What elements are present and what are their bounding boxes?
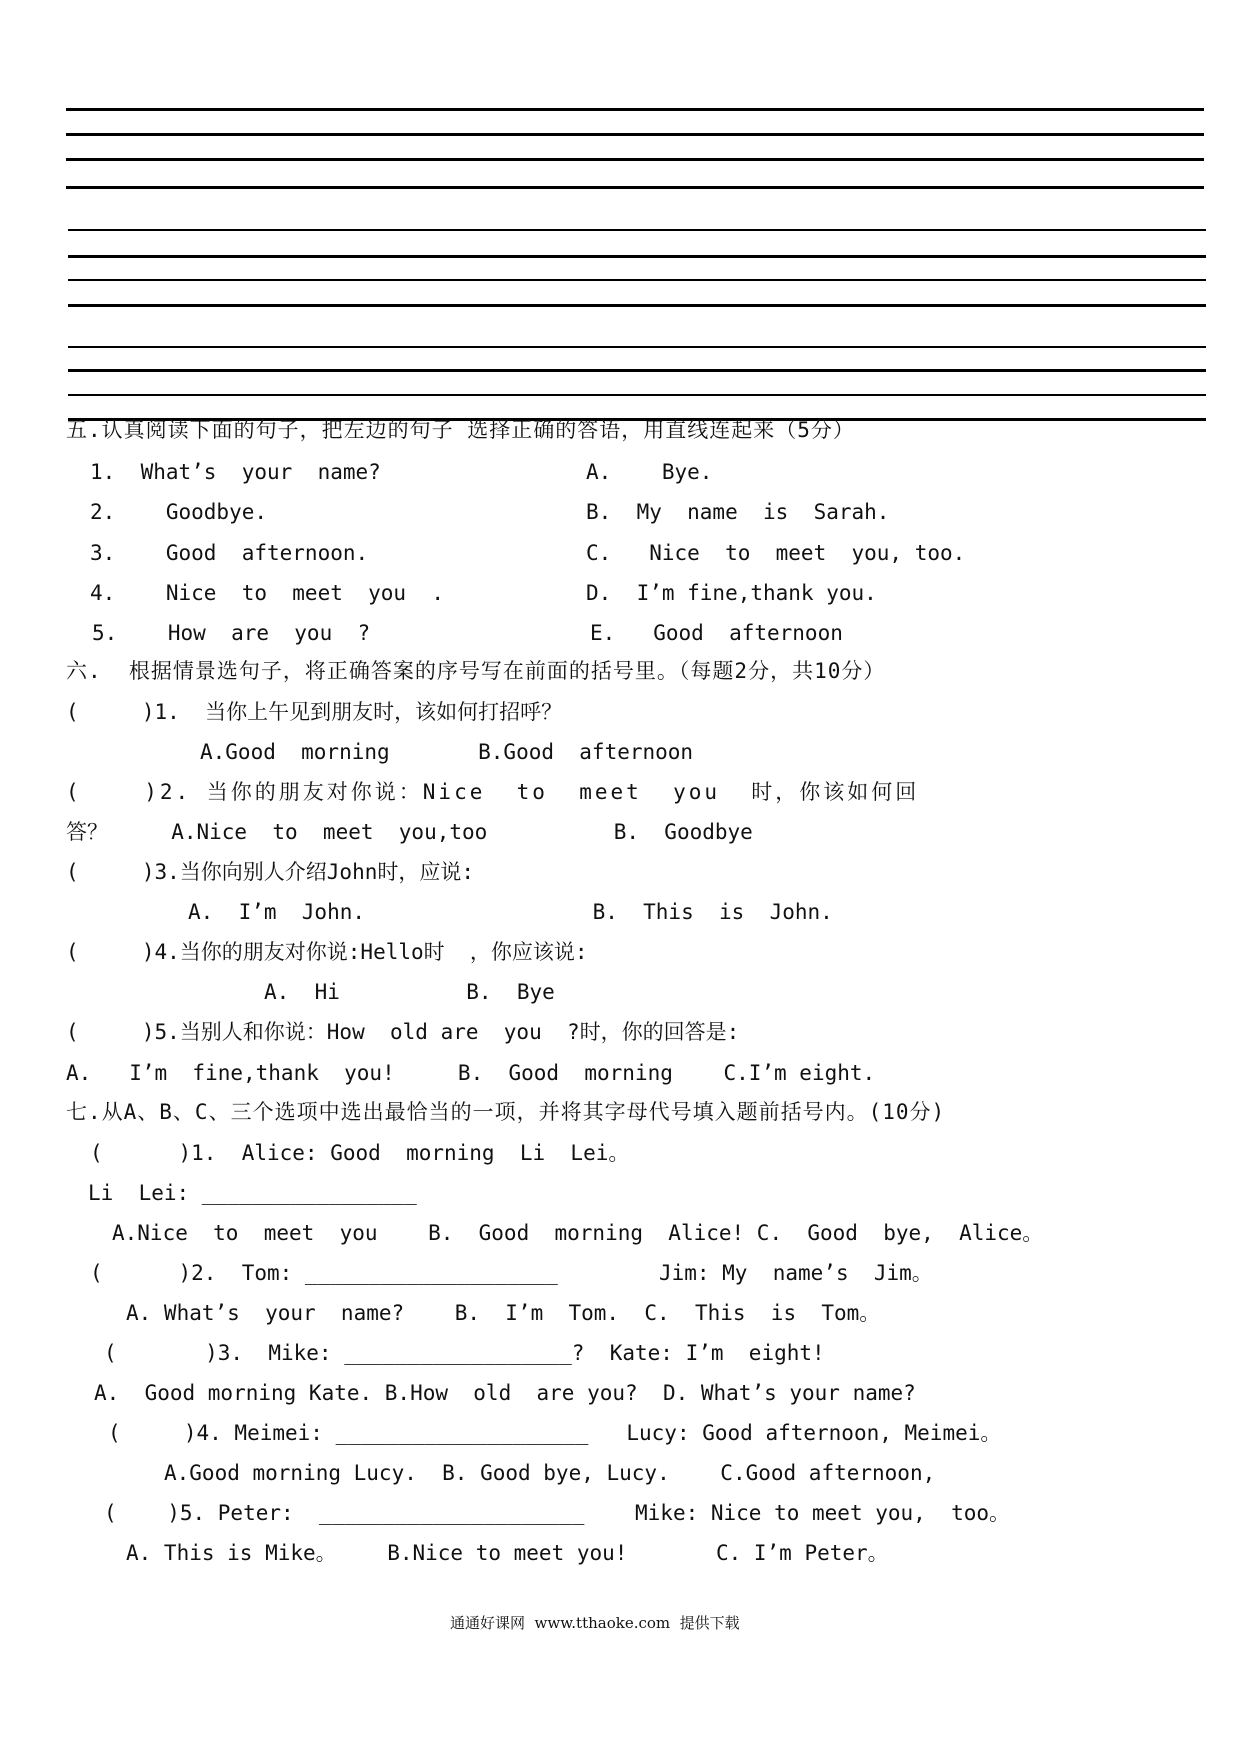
question-6-4: ( )4.当你的朋友对你说:Hello时 ，你应该说:: [66, 940, 588, 964]
question-7-2: ( )2. Tom: ____________________ Jim: My name’s Jim。: [90, 1261, 933, 1285]
match-left-3: 3. Good afternoon.: [90, 541, 369, 565]
section-6-title: 六. 根据情景选句子，将正确答案的序号写在前面的括号里。（每题2分，共10分）: [66, 659, 886, 683]
section-5-title: 五.认真阅读下面的句子，把左边的句子 选择正确的答语，用直线连起来（5分）: [66, 418, 855, 442]
match-right-c: C. Nice to meet you, too.: [586, 541, 966, 565]
question-7-3: ( )3. Mike: __________________? Kate: I’m eight!: [104, 1341, 825, 1365]
question-6-1-options: A.Good morning B.Good afternoon: [200, 740, 694, 764]
question-6-4-options: A. Hi B. Bye: [264, 980, 555, 1004]
footer-source: 通通好课网 www.tthaoke.com 提供下载: [450, 1614, 740, 1632]
match-right-d: D. I’m fine,thank you.: [586, 581, 877, 605]
writing-line: [68, 255, 1206, 258]
match-right-b: B. My name is Sarah.: [586, 500, 890, 524]
question-6-5: ( )5.当别人和你说：How old are you ?时，你的回答是:: [66, 1020, 740, 1044]
question-6-2-continued: 答？ A.Nice to meet you,too B. Goodbye: [66, 820, 753, 844]
writing-line: [68, 229, 1206, 231]
writing-line: [66, 186, 1204, 189]
writing-line: [68, 279, 1206, 281]
question-7-4-options: A.Good morning Lucy. B. Good bye, Lucy. C.Good afternoon,: [164, 1461, 936, 1485]
question-7-5-options: A. This is Mike。 B.Nice to meet you! C. I’m Peter。: [126, 1541, 889, 1565]
writing-line: [68, 346, 1206, 348]
question-7-4: ( )4. Meimei: ____________________ Lucy: Good afternoon, Meimei。: [108, 1421, 1002, 1445]
match-right-a: A. Bye.: [586, 460, 713, 484]
match-left-2: 2. Goodbye.: [90, 500, 268, 524]
question-6-2: ( )2. 当你的朋友对你说：Nice to meet you 时，你该如何回: [66, 780, 920, 804]
writing-line: [68, 304, 1206, 307]
match-right-e: E. Good afternoon: [590, 621, 843, 645]
question-7-5: ( )5. Peter: _____________________ Mike: Nice to meet you, too。: [104, 1501, 1011, 1525]
question-7-3-options: A. Good morning Kate. B.How old are you? D. What’s your name?: [94, 1381, 916, 1405]
question-6-1: ( )1. 当你上午见到朋友时，该如何打招呼？: [66, 700, 563, 724]
match-left-4: 4. Nice to meet you .: [90, 581, 445, 605]
question-7-1-options: A.Nice to meet you B. Good morning Alice! C. Good bye, Alice。: [112, 1221, 1044, 1245]
writing-line: [66, 108, 1204, 111]
writing-line: [66, 158, 1204, 161]
match-left-1: 1. What’s your name?: [90, 460, 381, 484]
writing-line: [68, 369, 1206, 372]
writing-line: [66, 133, 1204, 136]
question-7-1-reply: Li Lei: _________________: [88, 1181, 417, 1205]
section-7-title: 七.从A、B、C、三个选项中选出最恰当的一项，并将其字母代号填入题前括号内。(10分): [66, 1100, 946, 1124]
match-left-5: 5. How are you ?: [92, 621, 371, 645]
question-6-3-options: A. I’m John. B. This is John.: [188, 900, 833, 924]
question-6-3: ( )3.当你向别人介绍John时，应说:: [66, 860, 475, 884]
question-7-2-options: A. What’s your name? B. I’m Tom. C. This is Tom。: [126, 1301, 881, 1325]
question-7-1: ( )1. Alice: Good morning Li Lei。: [90, 1141, 630, 1165]
writing-line: [68, 394, 1206, 396]
question-6-5-options: A. I’m fine,thank you! B. Good morning C.I’m eight.: [66, 1061, 876, 1085]
